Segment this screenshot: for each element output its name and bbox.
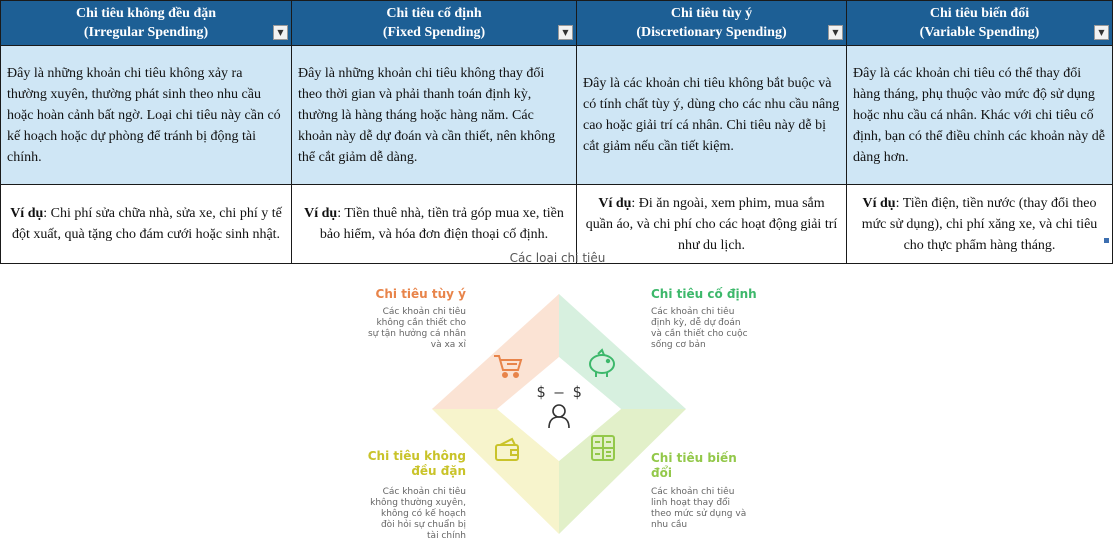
- header-discretionary[interactable]: [577, 1, 847, 46]
- desc-line: sống cơ bản: [651, 340, 706, 350]
- desc-discretionary: [368, 307, 466, 351]
- example-label: Ví dụ: [10, 206, 44, 221]
- desc-line: theo mức sử dụng và: [651, 509, 747, 519]
- header-row: [1, 1, 1113, 46]
- header-variable[interactable]: [847, 1, 1113, 46]
- header-fixed[interactable]: [292, 1, 577, 46]
- description-cell[interactable]: Đây là những khoản chi tiêu không thay đổi theo thời gian và phải thanh toán định kỳ, thường là hàng tháng hoặc hàng năm. Các khoản này dễ dự đoán và cần thiết, nên không thể cắt giảm dễ dàng.: [292, 46, 577, 185]
- header-subtitle: (Fixed Spending): [382, 25, 486, 40]
- filter-dropdown-button[interactable]: ▼: [558, 25, 573, 40]
- header-subtitle: (Irregular Spending): [83, 25, 209, 40]
- diagram-title: Các loại chi tiêu: [509, 251, 606, 265]
- desc-line: Các khoản chi tiêu: [382, 307, 466, 317]
- header-title: Chi tiêu không đều đặn: [75, 6, 217, 21]
- desc-line: không cần thiết cho: [376, 318, 466, 328]
- description-cell[interactable]: Đây là những khoản chi tiêu không xảy ra thường xuyên, thường phát sinh theo nhu cầu hoặc hoàn cảnh bất ngờ. Loại chi tiêu này cần có kế hoạch hoặc dự phòng để tránh bị động tài chính.: [1, 46, 292, 185]
- desc-line: Các khoản chi tiêu: [651, 307, 735, 317]
- desc-line: định kỳ, dễ dự đoán: [651, 318, 741, 328]
- description-cell[interactable]: Đây là các khoản chi tiêu không bắt buộc và có tính chất tùy ý, dùng cho các nhu cầu nâng cao hoặc giải trí cá nhân. Chi tiêu này dễ bị cắt giảm nếu cần tiết kiệm.: [577, 46, 847, 185]
- filter-dropdown-button[interactable]: ▼: [1094, 25, 1109, 40]
- label-irregular: [368, 449, 466, 479]
- label-line: đều đặn: [411, 464, 466, 478]
- label-discretionary: Chi tiêu tùy ý: [375, 287, 466, 301]
- header-title: Chi tiêu biến đổi: [929, 6, 1030, 21]
- desc-line: tài chính: [427, 531, 466, 541]
- label-line: Chi tiêu không: [367, 449, 466, 463]
- header-subtitle: (Discretionary Spending): [636, 25, 787, 40]
- desc-line: Các khoản chi tiêu: [382, 487, 466, 497]
- example-text: : Tiền điện, tiền nước (thay đổi theo mức sử dụng), chi phí xăng xe, và chi tiêu cho thực phẩm hàng tháng.: [861, 195, 1098, 253]
- desc-line: linh hoạt thay đổi: [651, 498, 731, 508]
- example-label: Ví dụ: [862, 195, 896, 211]
- desc-line: và cần thiết cho cuộc: [651, 329, 748, 339]
- fill-handle[interactable]: [1104, 238, 1109, 243]
- example-label: Ví dụ: [304, 206, 338, 221]
- label-fixed: Chi tiêu cố định: [651, 287, 757, 301]
- filter-dropdown-button[interactable]: ▼: [273, 25, 288, 40]
- description-cell[interactable]: Đây là các khoản chi tiêu có thể thay đổi hàng tháng, phụ thuộc vào mức độ sử dụng hoặc nhu cầu cá nhân. Khác với chi tiêu cố định, bạn có thể điều chỉnh các khoản này dễ dàng hơn.: [847, 46, 1113, 185]
- filter-dropdown-button[interactable]: ▼: [828, 25, 843, 40]
- desc-line: không thường xuyên,: [370, 498, 466, 508]
- desc-fixed: [651, 307, 748, 351]
- desc-line: không có kế hoạch: [380, 509, 466, 519]
- desc-line: Các khoản chi tiêu: [651, 487, 735, 497]
- diagram-graphic: [0, 244, 1115, 552]
- description-row: [1, 46, 1113, 185]
- example-text: : Tiền thuê nhà, tiền trả góp mua xe, tiền bảo hiểm, và hóa đơn điện thoại cố định.: [319, 206, 564, 242]
- example-label: Ví dụ: [598, 195, 632, 211]
- desc-line: và xa xỉ: [430, 340, 466, 350]
- header-irregular[interactable]: [1, 1, 292, 46]
- desc-line: đòi hỏi sự chuẩn bị: [380, 520, 466, 530]
- desc-line: nhu cầu: [651, 520, 688, 530]
- spending-diagram[interactable]: [0, 244, 1115, 552]
- desc-variable: [651, 487, 746, 531]
- spending-table: [0, 0, 1113, 264]
- label-line: Chi tiêu biến: [651, 451, 737, 465]
- center-symbol: $ – $: [536, 383, 582, 401]
- desc-line: sự tận hưởng cá nhân: [367, 329, 466, 339]
- header-title: Chi tiêu tùy ý: [670, 6, 753, 21]
- label-variable: [651, 451, 737, 481]
- example-text: : Đi ăn ngoài, xem phim, mua sắm quần áo, và chi phí cho các hoạt động giải trí như du lịch.: [585, 195, 838, 253]
- example-text: : Chi phí sửa chữa nhà, sửa xe, chi phí y tế đột xuất, quà tặng cho đám cưới hoặc sinh nhật.: [11, 206, 282, 242]
- header-subtitle: (Variable Spending): [919, 25, 1040, 40]
- label-line: đổi: [651, 466, 672, 480]
- desc-irregular: [370, 487, 466, 542]
- header-title: Chi tiêu cố định: [386, 6, 482, 21]
